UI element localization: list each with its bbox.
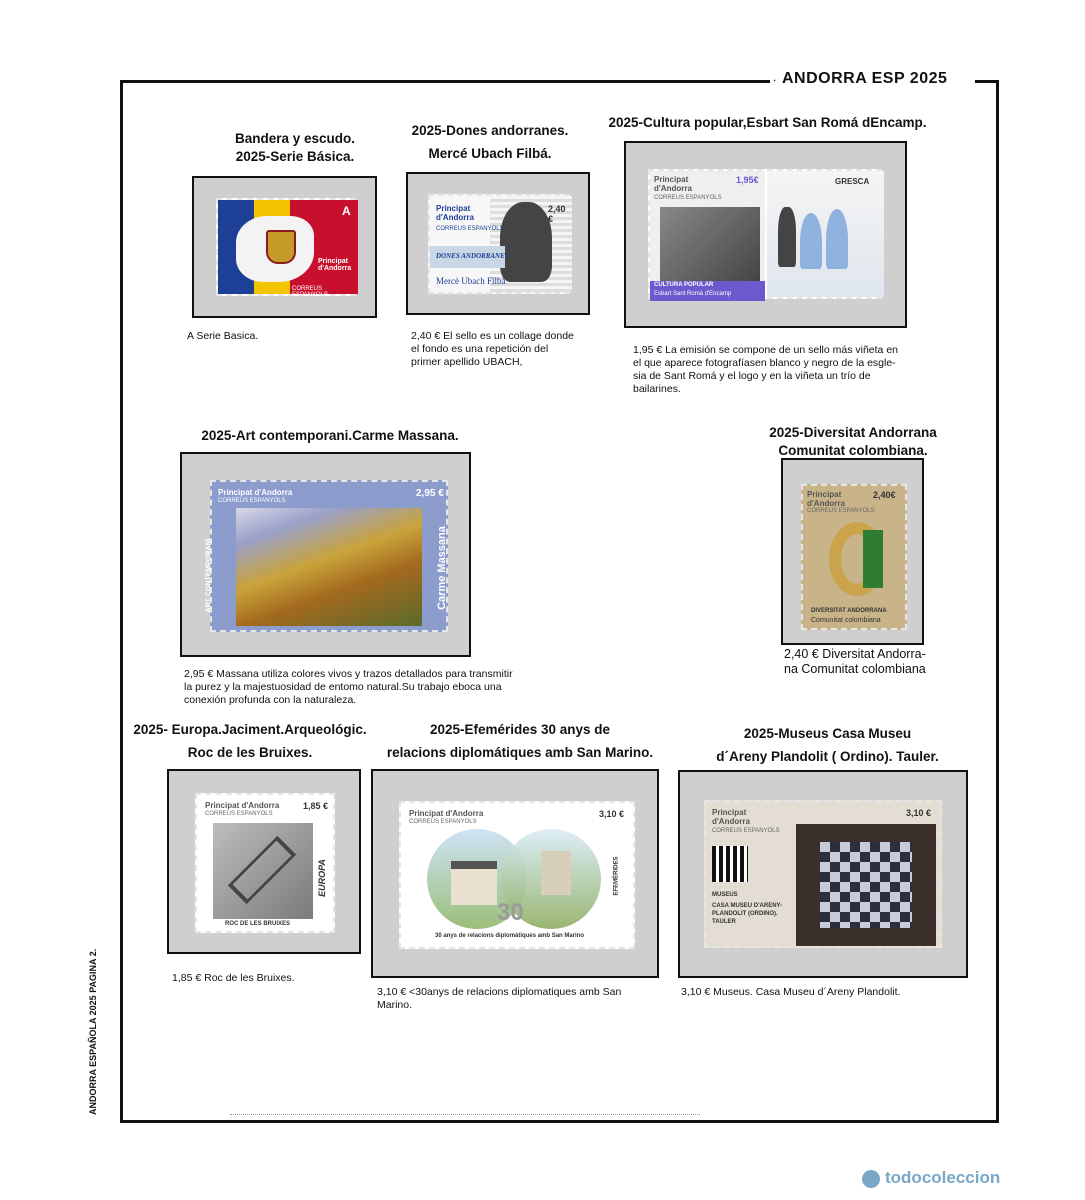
stamp-7-mount	[371, 769, 659, 978]
stamp-8-title: 2025-Museus Casa Museu d´Areny Plandolit ( Ordino). Tauler.	[716, 726, 939, 764]
stamp-1-image: A Principat d'Andorra CORREUS ESPANYOLS	[216, 198, 356, 296]
stamp-3-image: Principat d'Andorra CORREUS ESPANYOLS 1,95€ CULTURA POPULAR Esbart Sant Romà d'Encamp GRESCA	[648, 169, 882, 299]
stamp-4-description: 2,95 € Massana utiliza colores vivos y trazos detallados para transmitir la purez y la majestuosidad de entomo natural.Su trabajo eboca una conexión profunda con la naturaleza.	[184, 668, 513, 706]
stamp-5-mount	[781, 458, 924, 645]
stamp-4-image: Principat d'Andorra CORREUS ESPANYOLS 2,95 € ART CONTEMPORANI Carme Massana	[210, 480, 448, 632]
stamp-3-title: 2025-Cultura popular,Esbart San Romá dEncamp.	[608, 115, 927, 130]
stamp-8-mount	[678, 770, 968, 978]
stamp-7-description: 3,10 € <30anys de relacions diplomatiques amb San Marino.	[377, 986, 622, 1011]
stamp-1-description: A Serie Basica.	[187, 330, 259, 342]
stamp-5-image: Principat d'Andorra CORREUS ESPANYOLS 2,40€ DIVERSITAT ANDORRANA Comunitat colombiana	[801, 484, 907, 630]
stamp-7-image: Principat d'Andorra CORREUS ESPANYOLS 3,10 € 30 30 anys de relacions diplomàtiques amb San Marino EFEMÈRIDES	[399, 801, 635, 949]
stamp-8-image: Principat d'Andorra CORREUS ESPANYOLS 3,10 € MUSEUS CASA MUSEU D'ARENY-PLANDOLIT (ORDINO). TAULER	[704, 800, 942, 948]
watermark-logo-icon	[862, 1170, 880, 1188]
side-page-label: ANDORRA ESPAÑOLA 2025 PAGINA 2.	[88, 948, 98, 1115]
stamp-6-image: Principat d'Andorra CORREUS ESPANYOLS 1,85 € ROC DE LES BRUIXES EUROPA	[195, 793, 335, 933]
stamp-1-mount	[192, 176, 377, 318]
header-dot: .	[773, 70, 777, 84]
stamp-2-description: 2,40 € El sello es un collage donde el fondo es una repetición del primer apellido UBACH,	[411, 330, 574, 368]
stamp-2-mount	[406, 172, 590, 315]
bottom-guide-line	[230, 1108, 700, 1115]
page-title: ANDORRA ESP 2025	[782, 70, 948, 87]
stamp-8-description: 3,10 € Museus. Casa Museu d´Areny Plandolit.	[681, 986, 901, 998]
stamp-3-mount	[624, 141, 907, 328]
stamp-4-mount	[180, 452, 471, 657]
stamp-7-title: 2025-Efemérides 30 anys de relacions diplomátiques amb San Marino.	[386, 722, 654, 760]
stamp-6-title: 2025- Europa.Jaciment.Arqueológic. Roc de les Bruixes.	[133, 722, 367, 760]
stamp-6-mount	[167, 769, 361, 954]
stamp-3-description: 1,95 € La emisión se compone de un sello más viñeta en el que aparece fotografíasen blanco y negro de la esgle- sia de Sant Romá y el logo y en la viñeta un trío de bailarines.	[633, 344, 898, 395]
stamp-4-title: 2025-Art contemporani.Carme Massana.	[201, 428, 459, 443]
watermark: todocoleccion	[885, 1168, 1001, 1187]
stamp-6-description: 1,85 € Roc de les Bruixes.	[172, 972, 295, 984]
stamp-1-title: Bandera y escudo. 2025-Serie Básica.	[234, 131, 356, 164]
stamp-2-image: Principat d'Andorra CORREUS ESPANYOLS 2,40 € DONES ANDORRANES Mercè Ubach Filbà	[428, 194, 570, 294]
stamp-5-description: 2,40 € Diversitat Andorra- na Comunitat colombiana	[784, 647, 926, 676]
stamp-5-title: 2025-Diversitat Andorrana Comunitat colombiana.	[769, 425, 937, 458]
stamp-2-title: 2025-Dones andorranes. Mercé Ubach Filbá.	[411, 123, 569, 161]
